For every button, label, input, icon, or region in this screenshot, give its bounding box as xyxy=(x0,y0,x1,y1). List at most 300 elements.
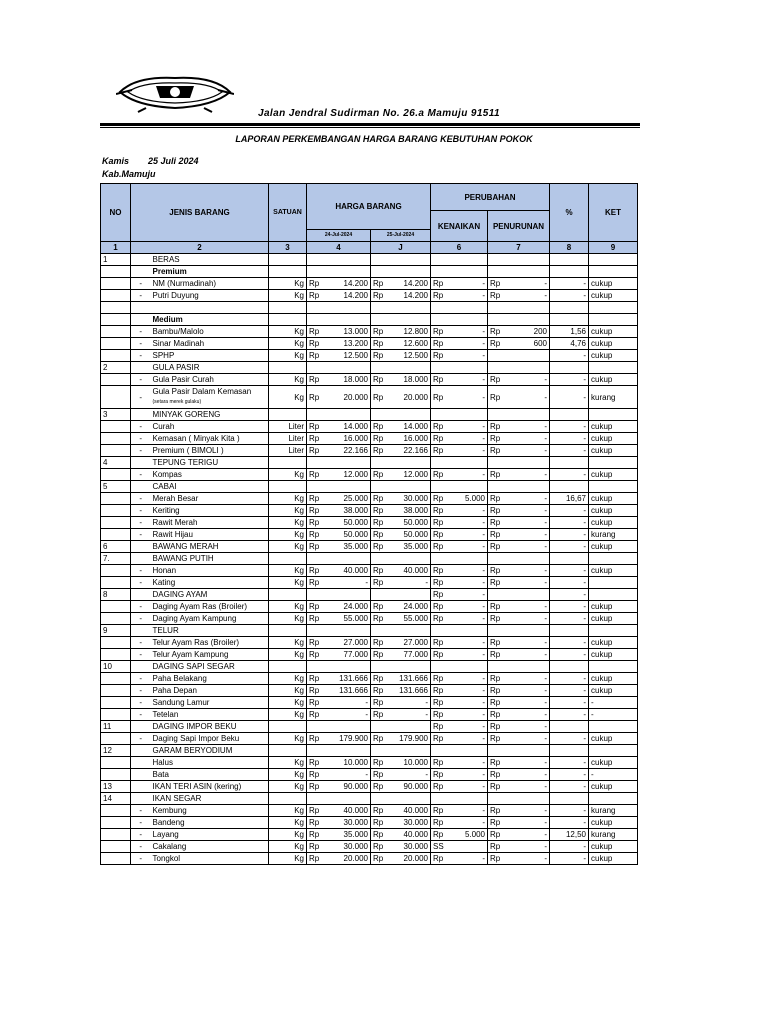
price-prev: 30.000 xyxy=(325,817,371,829)
currency: Rp xyxy=(488,613,504,625)
currency xyxy=(431,266,447,278)
header-increase: KENAIKAN xyxy=(431,211,488,242)
percent-change: - xyxy=(550,433,589,445)
currency: Rp xyxy=(488,853,504,865)
row-number: 10 xyxy=(101,661,131,673)
row-number: 8 xyxy=(101,589,131,601)
table-row xyxy=(101,733,638,745)
currency: Rp xyxy=(371,338,387,350)
column-number: 9 xyxy=(589,242,638,254)
row-bullet: - xyxy=(131,637,151,649)
item-name: IKAN SEGAR xyxy=(151,793,269,805)
decrease-value xyxy=(504,254,550,266)
status-note: cukup xyxy=(589,685,638,697)
unit: Kg xyxy=(269,338,307,350)
header-note: KET xyxy=(589,184,638,242)
currency xyxy=(488,302,504,314)
item-name: Layang xyxy=(151,829,269,841)
percent-change: - xyxy=(550,421,589,433)
increase-value: 5.000 xyxy=(447,829,488,841)
percent-change xyxy=(550,266,589,278)
price-current xyxy=(387,266,431,278)
price-prev xyxy=(325,362,371,374)
status-note xyxy=(589,314,638,326)
percent-change: - xyxy=(550,577,589,589)
currency xyxy=(307,481,325,493)
row-bullet: - xyxy=(131,338,151,350)
unit xyxy=(269,721,307,733)
table-row xyxy=(101,350,638,362)
currency: Rp xyxy=(431,721,447,733)
item-name: Telur Ayam Ras (Broiler) xyxy=(151,637,269,649)
item-name: Paha Belakang xyxy=(151,673,269,685)
currency: Rp xyxy=(307,853,325,865)
decrease-value: - xyxy=(504,841,550,853)
decrease-value: - xyxy=(504,733,550,745)
item-name: Rawit Hijau xyxy=(151,529,269,541)
currency: Rp xyxy=(488,445,504,457)
item-name: DAGING IMPOR BEKU xyxy=(151,721,269,733)
percent-change: - xyxy=(550,649,589,661)
item-name: Rawit Merah xyxy=(151,517,269,529)
item-name: BAWANG MERAH xyxy=(151,541,269,553)
price-current xyxy=(387,409,431,421)
item-name: Cakalang xyxy=(151,841,269,853)
price-current: 50.000 xyxy=(387,529,431,541)
row-bullet: - xyxy=(131,577,151,589)
increase-value: - xyxy=(447,697,488,709)
currency: Rp xyxy=(431,673,447,685)
table-row xyxy=(101,613,638,625)
price-prev: 179.900 xyxy=(325,733,371,745)
table-row xyxy=(101,649,638,661)
price-current: - xyxy=(387,697,431,709)
table-row xyxy=(101,481,638,493)
status-note: cukup xyxy=(589,374,638,386)
currency xyxy=(488,254,504,266)
price-prev: 13.000 xyxy=(325,326,371,338)
price-current: 30.000 xyxy=(387,817,431,829)
status-note: kurang xyxy=(589,529,638,541)
row-number xyxy=(101,469,131,481)
table-row xyxy=(101,517,638,529)
currency xyxy=(431,457,447,469)
status-note: cukup xyxy=(589,350,638,362)
row-bullet: - xyxy=(131,673,151,685)
price-current: - xyxy=(387,577,431,589)
price-current xyxy=(387,254,431,266)
status-note xyxy=(589,721,638,733)
price-current: 14.200 xyxy=(387,278,431,290)
price-prev xyxy=(325,745,371,757)
table-row xyxy=(101,541,638,553)
table-row xyxy=(101,793,638,805)
percent-change xyxy=(550,661,589,673)
percent-change: - xyxy=(550,805,589,817)
column-number: J xyxy=(371,242,431,254)
item-name: Telur Ayam Kampung xyxy=(151,649,269,661)
currency: Rp xyxy=(371,781,387,793)
price-current: 90.000 xyxy=(387,781,431,793)
row-bullet: - xyxy=(131,697,151,709)
table-row xyxy=(101,757,638,769)
table-row xyxy=(101,409,638,421)
price-current: 27.000 xyxy=(387,637,431,649)
table-row xyxy=(101,553,638,565)
unit: Kg xyxy=(269,469,307,481)
column-number: 3 xyxy=(269,242,307,254)
currency: Rp xyxy=(371,685,387,697)
percent-change: - xyxy=(550,601,589,613)
increase-value: - xyxy=(447,290,488,302)
increase-value: - xyxy=(447,445,488,457)
row-number xyxy=(101,493,131,505)
unit xyxy=(269,625,307,637)
currency: Rp xyxy=(371,517,387,529)
decrease-value: - xyxy=(504,781,550,793)
table-row xyxy=(101,338,638,350)
item-name: Tetelan xyxy=(151,709,269,721)
unit: Kg xyxy=(269,685,307,697)
status-note: cukup xyxy=(589,445,638,457)
header-decrease: PENURUNAN xyxy=(488,211,550,242)
status-note: cukup xyxy=(589,841,638,853)
price-prev: 16.000 xyxy=(325,433,371,445)
status-note: cukup xyxy=(589,338,638,350)
item-note: (setara merek gulaku) xyxy=(152,399,202,405)
item-name: DAGING SAPI SEGAR xyxy=(151,661,269,673)
currency xyxy=(488,745,504,757)
status-note: cukup xyxy=(589,469,638,481)
row-bullet: - xyxy=(131,817,151,829)
decrease-value: - xyxy=(504,757,550,769)
price-prev: 50.000 xyxy=(325,529,371,541)
price-current: 24.000 xyxy=(387,601,431,613)
currency: Rp xyxy=(431,853,447,865)
price-prev: - xyxy=(325,769,371,781)
currency xyxy=(371,314,387,326)
price-prev: 131.666 xyxy=(325,685,371,697)
increase-value: - xyxy=(447,817,488,829)
table-row xyxy=(101,721,638,733)
table-row xyxy=(101,697,638,709)
unit: Kg xyxy=(269,769,307,781)
currency: Rp xyxy=(431,493,447,505)
currency: Rp xyxy=(371,505,387,517)
currency: Rp xyxy=(431,697,447,709)
unit xyxy=(269,302,307,314)
currency: Rp xyxy=(307,433,325,445)
row-number xyxy=(101,637,131,649)
item-name: CABAI xyxy=(151,481,269,493)
unit: Kg xyxy=(269,565,307,577)
currency xyxy=(371,553,387,565)
row-number: 13 xyxy=(101,781,131,793)
status-note: cukup xyxy=(589,493,638,505)
percent-change: - xyxy=(550,517,589,529)
price-current: 10.000 xyxy=(387,757,431,769)
price-prev xyxy=(325,481,371,493)
price-current: 50.000 xyxy=(387,517,431,529)
currency: Rp xyxy=(371,697,387,709)
currency: Rp xyxy=(431,374,447,386)
unit: Liter xyxy=(269,445,307,457)
item-name: Sandung Lamur xyxy=(151,697,269,709)
row-bullet: - xyxy=(131,505,151,517)
currency xyxy=(371,254,387,266)
decrease-value: - xyxy=(504,374,550,386)
currency xyxy=(371,661,387,673)
row-bullet: - xyxy=(131,565,151,577)
decrease-value: - xyxy=(504,685,550,697)
currency xyxy=(431,254,447,266)
row-number: 14 xyxy=(101,793,131,805)
status-note: cukup xyxy=(589,673,638,685)
header-rule-thin xyxy=(100,127,640,128)
table-row xyxy=(101,386,638,409)
percent-change: 1,56 xyxy=(550,326,589,338)
currency xyxy=(371,721,387,733)
currency: Rp xyxy=(371,817,387,829)
price-current: 55.000 xyxy=(387,613,431,625)
currency: Rp xyxy=(488,541,504,553)
increase-value: - xyxy=(447,781,488,793)
table-row xyxy=(101,625,638,637)
row-number: 4 xyxy=(101,457,131,469)
status-note: cukup xyxy=(589,565,638,577)
percent-change xyxy=(550,457,589,469)
currency xyxy=(307,409,325,421)
currency: Rp xyxy=(307,673,325,685)
item-name: SPHP xyxy=(151,350,269,362)
table-row xyxy=(101,302,638,314)
column-number-row xyxy=(101,242,638,254)
increase-value xyxy=(447,457,488,469)
row-bullet: - xyxy=(131,733,151,745)
decrease-value: - xyxy=(504,577,550,589)
price-current: 35.000 xyxy=(387,541,431,553)
currency: Rp xyxy=(307,326,325,338)
currency: Rp xyxy=(431,278,447,290)
row-number: 2 xyxy=(101,362,131,374)
currency xyxy=(307,302,325,314)
row-number xyxy=(101,529,131,541)
percent-change: - xyxy=(550,529,589,541)
currency: Rp xyxy=(431,709,447,721)
status-note xyxy=(589,661,638,673)
currency xyxy=(488,314,504,326)
price-current: 131.666 xyxy=(387,673,431,685)
currency: Rp xyxy=(431,517,447,529)
currency: Rp xyxy=(431,637,447,649)
office-address: Jalan Jendral Sudirman No. 26.a Mamuju 91511 xyxy=(258,108,500,119)
currency: Rp xyxy=(371,445,387,457)
currency: Rp xyxy=(488,493,504,505)
unit: Kg xyxy=(269,541,307,553)
row-number xyxy=(101,649,131,661)
decrease-value: - xyxy=(504,805,550,817)
currency xyxy=(371,589,387,601)
price-prev: 27.000 xyxy=(325,637,371,649)
increase-value xyxy=(447,314,488,326)
status-note: cukup xyxy=(589,290,638,302)
row-number xyxy=(101,565,131,577)
status-note: cukup xyxy=(589,613,638,625)
unit: Kg xyxy=(269,505,307,517)
price-current: 16.000 xyxy=(387,433,431,445)
row-number xyxy=(101,577,131,589)
row-number: 11 xyxy=(101,721,131,733)
currency: Rp xyxy=(431,338,447,350)
unit: Kg xyxy=(269,697,307,709)
currency: Rp xyxy=(488,817,504,829)
percent-change xyxy=(550,553,589,565)
currency: Rp xyxy=(488,529,504,541)
currency: Rp xyxy=(307,757,325,769)
increase-value: - xyxy=(447,589,488,601)
currency: Rp xyxy=(488,841,504,853)
price-prev: 10.000 xyxy=(325,757,371,769)
currency: Rp xyxy=(488,757,504,769)
row-bullet: - xyxy=(131,421,151,433)
table-row xyxy=(101,433,638,445)
percent-change: - xyxy=(550,769,589,781)
row-bullet xyxy=(131,769,151,781)
table-row xyxy=(101,781,638,793)
status-note: kurang xyxy=(589,386,638,409)
price-current: 40.000 xyxy=(387,805,431,817)
decrease-value: - xyxy=(504,769,550,781)
row-number xyxy=(101,709,131,721)
percent-change: - xyxy=(550,469,589,481)
row-bullet xyxy=(131,757,151,769)
currency: Rp xyxy=(431,733,447,745)
price-current: 30.000 xyxy=(387,841,431,853)
currency xyxy=(307,314,325,326)
row-number xyxy=(101,505,131,517)
currency: Rp xyxy=(307,709,325,721)
percent-change: - xyxy=(550,781,589,793)
row-number xyxy=(101,841,131,853)
price-prev: 14.000 xyxy=(325,421,371,433)
currency: Rp xyxy=(488,733,504,745)
row-number: 1 xyxy=(101,254,131,266)
currency: Rp xyxy=(307,505,325,517)
currency: Rp xyxy=(307,386,325,409)
row-bullet xyxy=(131,781,151,793)
decrease-value: - xyxy=(504,505,550,517)
currency: Rp xyxy=(371,386,387,409)
row-number xyxy=(101,757,131,769)
percent-change: - xyxy=(550,386,589,409)
currency: Rp xyxy=(307,445,325,457)
percent-change: - xyxy=(550,613,589,625)
row-bullet: - xyxy=(131,805,151,817)
percent-change xyxy=(550,362,589,374)
item-name: Kating xyxy=(151,577,269,589)
currency: Rp xyxy=(371,433,387,445)
row-number xyxy=(101,386,131,409)
price-prev: 14.200 xyxy=(325,278,371,290)
increase-value xyxy=(447,553,488,565)
row-bullet xyxy=(131,481,151,493)
row-bullet xyxy=(131,457,151,469)
row-bullet: - xyxy=(131,445,151,457)
percent-change xyxy=(550,625,589,637)
currency: Rp xyxy=(307,769,325,781)
row-bullet: - xyxy=(131,386,151,409)
currency: Rp xyxy=(488,433,504,445)
row-bullet: - xyxy=(131,853,151,865)
increase-value: - xyxy=(447,326,488,338)
row-bullet xyxy=(131,553,151,565)
price-prev: 24.000 xyxy=(325,601,371,613)
table-row xyxy=(101,589,638,601)
currency xyxy=(431,553,447,565)
status-note xyxy=(589,589,638,601)
header-date-1: 24-Jul-2024 xyxy=(307,230,371,242)
currency xyxy=(371,266,387,278)
increase-value xyxy=(447,793,488,805)
currency xyxy=(307,362,325,374)
increase-value: - xyxy=(447,517,488,529)
report-date: 25 Juli 2024 xyxy=(148,156,199,166)
status-note xyxy=(589,254,638,266)
row-bullet: - xyxy=(131,517,151,529)
decrease-value: - xyxy=(504,290,550,302)
currency: Rp xyxy=(371,541,387,553)
currency: Rp xyxy=(431,805,447,817)
percent-change: - xyxy=(550,290,589,302)
row-number xyxy=(101,350,131,362)
currency: Rp xyxy=(371,841,387,853)
decrease-value xyxy=(504,625,550,637)
currency: Rp xyxy=(488,829,504,841)
currency xyxy=(307,625,325,637)
currency xyxy=(431,745,447,757)
currency xyxy=(431,793,447,805)
table-row xyxy=(101,445,638,457)
table-row xyxy=(101,637,638,649)
unit: Liter xyxy=(269,433,307,445)
currency: Rp xyxy=(307,350,325,362)
row-number: 12 xyxy=(101,745,131,757)
currency xyxy=(431,302,447,314)
row-bullet xyxy=(131,314,151,326)
row-bullet: - xyxy=(131,685,151,697)
decrease-value: - xyxy=(504,469,550,481)
increase-value xyxy=(447,841,488,853)
table-row xyxy=(101,469,638,481)
column-number: 1 xyxy=(101,242,131,254)
price-current xyxy=(387,481,431,493)
price-prev: 38.000 xyxy=(325,505,371,517)
price-prev: 22.166 xyxy=(325,445,371,457)
currency: Rp xyxy=(371,673,387,685)
price-prev xyxy=(325,793,371,805)
unit: Liter xyxy=(269,421,307,433)
percent-change xyxy=(550,254,589,266)
item-name: Paha Depan xyxy=(151,685,269,697)
increase-value: - xyxy=(447,278,488,290)
percent-change: - xyxy=(550,757,589,769)
price-prev: 30.000 xyxy=(325,841,371,853)
currency: Rp xyxy=(371,769,387,781)
decrease-value xyxy=(504,553,550,565)
row-number: 9 xyxy=(101,625,131,637)
percent-change: - xyxy=(550,445,589,457)
item-name: Sinar Madinah xyxy=(151,338,269,350)
